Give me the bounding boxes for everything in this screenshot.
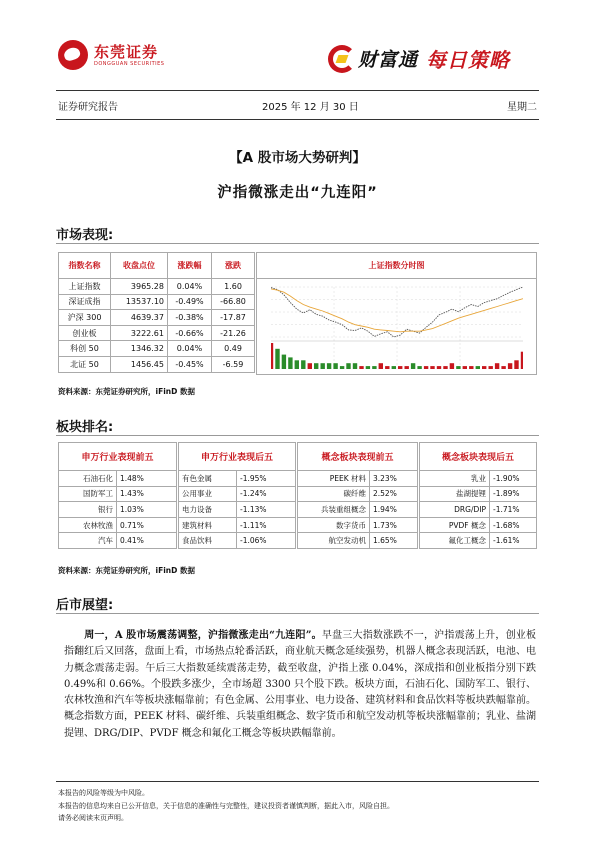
table-row bbox=[420, 502, 537, 518]
volume-bar bbox=[295, 360, 299, 369]
volume-bar bbox=[411, 363, 415, 369]
volume-bar bbox=[385, 366, 389, 369]
index-close: 1456.45 bbox=[111, 356, 168, 372]
index-name: 深证成指 bbox=[59, 294, 111, 310]
volume-bar bbox=[392, 366, 396, 369]
sw-industry-top5-table bbox=[58, 442, 177, 549]
read-statement-note: 请务必阅读末页声明。 bbox=[58, 814, 128, 822]
volume-bar bbox=[340, 366, 344, 369]
outlook-lead: 周一，A 股市场震荡调整，沪指微涨走出“九连阳”。 bbox=[84, 630, 322, 641]
report-weekday: 星期二 bbox=[507, 102, 537, 113]
sector-change: -1.13% bbox=[237, 502, 296, 518]
daily-strategy-label: 每日策略 bbox=[426, 48, 511, 72]
sector-name: 国防军工 bbox=[59, 486, 117, 502]
table-row bbox=[59, 502, 177, 518]
caifutong-logo bbox=[328, 44, 510, 73]
sector-name: PEEK 材料 bbox=[298, 471, 370, 487]
table-row bbox=[179, 471, 296, 487]
table-row bbox=[420, 533, 537, 549]
index-pct: -0.38% bbox=[168, 310, 212, 326]
table-row bbox=[298, 502, 418, 518]
sector-name: 氟化工概念 bbox=[420, 533, 490, 549]
volume-bar bbox=[463, 366, 467, 369]
table-row bbox=[59, 533, 177, 549]
sector-change: -1.11% bbox=[237, 517, 296, 533]
volume-bar bbox=[417, 366, 421, 369]
volume-bar bbox=[456, 366, 460, 369]
index-close: 1346.32 bbox=[111, 341, 168, 357]
volume-bar bbox=[271, 343, 273, 369]
index-chg: 1.60 bbox=[212, 279, 255, 295]
page-header bbox=[0, 0, 595, 90]
dongguan-securities-logo bbox=[58, 40, 164, 70]
index-name: 北证 50 bbox=[59, 356, 111, 372]
sector-change: 1.73% bbox=[370, 517, 418, 533]
report-meta bbox=[56, 98, 539, 112]
intraday-chart-panel bbox=[256, 252, 537, 375]
col-header-pct: 涨跌幅 bbox=[168, 253, 212, 279]
table-row bbox=[59, 471, 177, 487]
index-name: 创业板 bbox=[59, 325, 111, 341]
sector-change: 2.52% bbox=[370, 486, 418, 502]
sector-change: -1.24% bbox=[237, 486, 296, 502]
volume-bar bbox=[398, 366, 402, 369]
index-chg: -66.80 bbox=[212, 294, 255, 310]
volume-bar bbox=[508, 363, 512, 369]
outlook-section-title: 后市展望: bbox=[56, 598, 114, 613]
index-chg: -21.26 bbox=[212, 325, 255, 341]
volume-bar bbox=[514, 360, 518, 369]
table-header: 概念板块表现前五 bbox=[298, 443, 418, 471]
index-pct: -0.66% bbox=[168, 325, 212, 341]
sector-name: 建筑材料 bbox=[179, 517, 237, 533]
index-name: 沪深 300 bbox=[59, 310, 111, 326]
market-source-note: 资料来源：东莞证券研究所，iFinD 数据 bbox=[58, 387, 195, 396]
index-chg: -17.87 bbox=[212, 310, 255, 326]
volume-bar bbox=[372, 366, 376, 369]
sector-name: 碳纤维 bbox=[298, 486, 370, 502]
volume-bar bbox=[288, 357, 292, 369]
table-row bbox=[59, 356, 255, 372]
sector-name: PVDF 概念 bbox=[420, 517, 490, 533]
volume-bar bbox=[482, 366, 486, 369]
table-row bbox=[59, 341, 255, 357]
sector-change: 1.94% bbox=[370, 502, 418, 518]
col-header-chg: 涨跌 bbox=[212, 253, 255, 279]
brand-mark-icon bbox=[58, 40, 88, 70]
market-section-divider bbox=[56, 243, 539, 244]
report-type: 证券研究报告 bbox=[58, 102, 118, 113]
sector-change: 0.41% bbox=[117, 533, 177, 549]
sector-change: 1.43% bbox=[117, 486, 177, 502]
index-close: 3222.61 bbox=[111, 325, 168, 341]
market-section-title: 市场表现: bbox=[56, 228, 114, 243]
volume-bar bbox=[353, 363, 357, 369]
sector-name: 航空发动机 bbox=[298, 533, 370, 549]
col-header-close: 收盘点位 bbox=[111, 253, 168, 279]
table-header: 概念板块表现后五 bbox=[420, 443, 537, 471]
sector-name: 汽车 bbox=[59, 533, 117, 549]
volume-bar bbox=[501, 366, 505, 369]
index-name: 上证指数 bbox=[59, 279, 111, 295]
volume-bar bbox=[521, 352, 523, 369]
caifutong-name: 财富通 bbox=[358, 49, 419, 71]
sector-name: 公用事业 bbox=[179, 486, 237, 502]
table-header: 申万行业表现前五 bbox=[59, 443, 177, 471]
brand-name-en: DONGGUAN SECURITIES bbox=[94, 61, 165, 67]
brand-name-cn: 东莞证券 bbox=[94, 43, 159, 61]
table-row bbox=[420, 517, 537, 533]
table-row bbox=[59, 517, 177, 533]
volume-bar bbox=[359, 366, 363, 369]
sector-name: 食品饮料 bbox=[179, 533, 237, 549]
volume-bar bbox=[327, 363, 331, 369]
outlook-paragraph bbox=[64, 628, 536, 742]
sector-name: 有色金属 bbox=[179, 471, 237, 487]
page-title: 【A 股市场大势研判】 bbox=[229, 150, 366, 166]
sector-section-title: 板块排名: bbox=[56, 420, 114, 435]
sector-name: 电力设备 bbox=[179, 502, 237, 518]
sector-change: -1.95% bbox=[237, 471, 296, 487]
intraday-chart bbox=[271, 283, 523, 371]
table-row bbox=[420, 471, 537, 487]
sector-name: 数字货币 bbox=[298, 517, 370, 533]
index-pct: -0.45% bbox=[168, 356, 212, 372]
sw-industry-bottom5-table bbox=[178, 442, 296, 549]
sector-change: -1.61% bbox=[490, 533, 537, 549]
sector-name: 石油石化 bbox=[59, 471, 117, 487]
chart-title: 上证指数分时图 bbox=[257, 253, 536, 279]
volume-bar bbox=[379, 363, 383, 369]
table-row bbox=[420, 486, 537, 502]
volume-bar bbox=[430, 366, 434, 369]
table-row bbox=[59, 310, 255, 326]
sector-name: 兵装重组概念 bbox=[298, 502, 370, 518]
volume-bar bbox=[321, 363, 325, 369]
volume-bar bbox=[275, 349, 279, 369]
disclaimer bbox=[58, 787, 394, 825]
sector-change: 1.03% bbox=[117, 502, 177, 518]
page-subtitle: 沪指微涨走出“九连阳” bbox=[217, 185, 378, 201]
table-row bbox=[59, 486, 177, 502]
index-pct: -0.49% bbox=[168, 294, 212, 310]
sector-change: -1.89% bbox=[490, 486, 537, 502]
meta-divider bbox=[56, 119, 539, 120]
outlook-body: 早盘三大指数涨跌不一，沪指震荡上升，创业板指翻红后又回落，盘面上看，市场热点轮番活跃，商业航天概念延续强势，机器人概念表现活跃，电池、电力概念震荡走弱。午后三大指数延续震荡走势，截至收盘，沪指上涨 0.04%，深成指和创业板指分别下跌 0.49%和 0.66%。个股跌多涨少，全市场超 3300 只个股下跌。板块方面，石油石化、国防军工、银行、农林牧渔和汽车等板块涨幅靠前；有色金属、公用事业、电力设备、建筑材料和食品饮料等板块跌幅靠前。概念指数方面，PEEK 材料、碳纤维、兵装重组概念、数字货币和航空发动机等板块涨幅靠前；乳业、盐湖提锂、DRG/DIP、PVDF 概念和氟化工概念等板块跌幅靠前。 bbox=[64, 630, 537, 739]
table-row bbox=[179, 533, 296, 549]
caifutong-mark-icon bbox=[328, 45, 356, 73]
index-name: 科创 50 bbox=[59, 341, 111, 357]
table-row bbox=[179, 486, 296, 502]
volume-bar bbox=[489, 366, 493, 369]
sector-name: DRG/DIP bbox=[420, 502, 490, 518]
sector-name: 农林牧渔 bbox=[59, 517, 117, 533]
index-pct: 0.04% bbox=[168, 279, 212, 295]
volume-bar bbox=[437, 366, 441, 369]
table-row bbox=[298, 471, 418, 487]
concept-bottom5-table bbox=[419, 442, 537, 549]
footer-divider bbox=[56, 781, 539, 782]
table-row bbox=[59, 325, 255, 341]
index-chg: 0.49 bbox=[212, 341, 255, 357]
volume-bar bbox=[314, 363, 318, 369]
volume-bar bbox=[450, 363, 454, 369]
sector-change: 3.23% bbox=[370, 471, 418, 487]
index-close: 4639.37 bbox=[111, 310, 168, 326]
volume-bar bbox=[308, 363, 312, 369]
volume-bar bbox=[424, 366, 428, 369]
risk-level-note: 本报告的风险等级为中风险。 bbox=[58, 789, 149, 797]
sector-name: 盐湖提锂 bbox=[420, 486, 490, 502]
index-table bbox=[58, 252, 255, 373]
table-row bbox=[298, 517, 418, 533]
header-divider bbox=[56, 90, 539, 91]
info-source-note: 本报告的信息均来自已公开信息，关于信息的准确性与完整性，建议投资者谨慎判断，据此入市，风险自担。 bbox=[58, 801, 394, 810]
sector-name: 银行 bbox=[59, 502, 117, 518]
volume-bar bbox=[495, 363, 499, 369]
table-row bbox=[59, 279, 255, 295]
volume-bar bbox=[333, 363, 337, 369]
col-header-name: 指数名称 bbox=[59, 253, 111, 279]
index-chg: -6.59 bbox=[212, 356, 255, 372]
sector-change: -1.06% bbox=[237, 533, 296, 549]
volume-bar bbox=[366, 366, 370, 369]
concept-top5-table bbox=[297, 442, 418, 549]
index-close: 3965.28 bbox=[111, 279, 168, 295]
volume-bar bbox=[469, 366, 473, 369]
sector-change: -1.90% bbox=[490, 471, 537, 487]
index-table-header bbox=[59, 253, 255, 279]
sector-change: 1.65% bbox=[370, 533, 418, 549]
sector-source-note: 资料来源：东莞证券研究所，iFinD 数据 bbox=[58, 566, 195, 575]
sector-change: -1.71% bbox=[490, 502, 537, 518]
sector-name: 乳业 bbox=[420, 471, 490, 487]
volume-bar bbox=[346, 363, 350, 369]
index-pct: 0.04% bbox=[168, 341, 212, 357]
report-date: 2025 年 12 月 30 日 bbox=[262, 102, 359, 113]
table-header: 申万行业表现后五 bbox=[179, 443, 296, 471]
sector-change: -1.68% bbox=[490, 517, 537, 533]
index-close: 13537.10 bbox=[111, 294, 168, 310]
table-row bbox=[179, 517, 296, 533]
table-row bbox=[298, 533, 418, 549]
sector-section-divider bbox=[56, 435, 539, 436]
table-row bbox=[298, 486, 418, 502]
table-row bbox=[179, 502, 296, 518]
sector-change: 1.48% bbox=[117, 471, 177, 487]
outlook-section-divider bbox=[56, 613, 539, 614]
volume-bar bbox=[301, 360, 305, 369]
volume-bar bbox=[405, 366, 409, 369]
volume-bar bbox=[443, 366, 447, 369]
table-row bbox=[59, 294, 255, 310]
volume-bar bbox=[476, 366, 480, 369]
sector-change: 0.71% bbox=[117, 517, 177, 533]
volume-bar bbox=[282, 355, 286, 369]
